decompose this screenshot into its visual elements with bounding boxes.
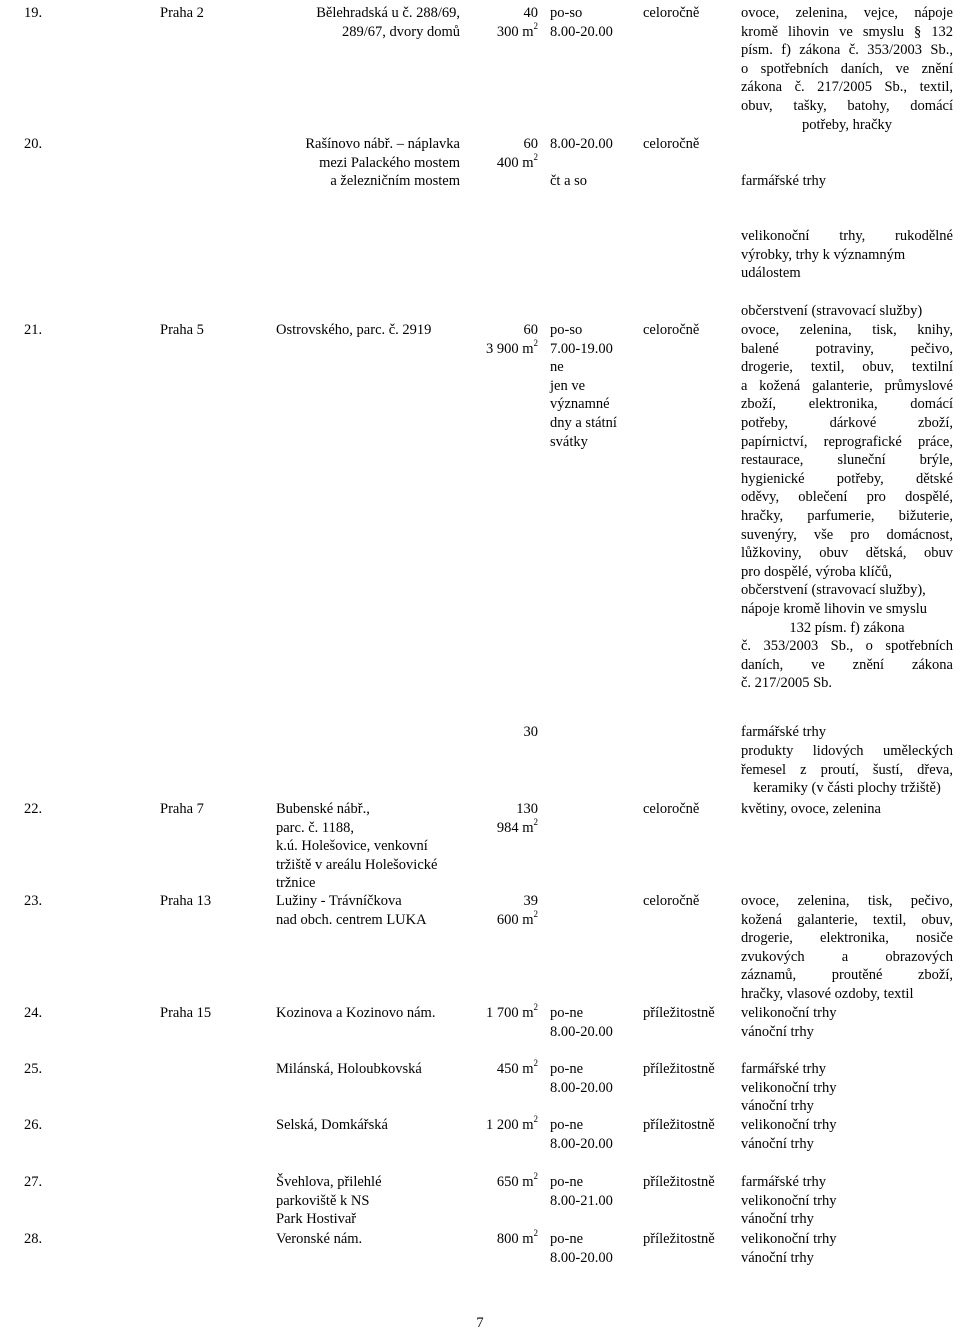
season: příležitostně: [643, 1174, 715, 1190]
days-hours: po-so 7.00-19.00 ne jen ve významné dny a státní svátky: [550, 322, 617, 450]
days-hours: po-ne 8.00-20.00: [550, 1005, 613, 1040]
season: příležitostně: [643, 1005, 715, 1021]
days-hours: po-ne 8.00-21.00: [550, 1174, 613, 1209]
season: celoročně: [643, 5, 700, 21]
goods-events: velikonoční trhy, rukodělné výrobky, trhy k významným událostem: [741, 228, 953, 282]
goods-refreshments: občerstvení (stravovací služby): [741, 303, 923, 319]
goods-list: velikonoční trhy vánoční trhy: [741, 1231, 837, 1266]
goods-farmers: farmářské trhy: [741, 173, 826, 189]
address: Kozinova a Kozinovo nám.: [276, 1005, 436, 1021]
district: Praha 7: [160, 801, 204, 817]
district: Praha 5: [160, 322, 204, 338]
stand-count: 39: [523, 893, 538, 909]
row-number: 24.: [24, 1005, 43, 1021]
district: Praha 2: [160, 5, 204, 21]
season: celoročně: [643, 893, 700, 909]
row-number: 23.: [24, 893, 43, 909]
row-number: 22.: [24, 801, 43, 817]
season: příležitostně: [643, 1061, 715, 1077]
goods-list: velikonoční trhy vánoční trhy: [741, 1005, 837, 1040]
row-number: 21.: [24, 322, 43, 338]
area: 3 900 $m^2$: [485, 338, 538, 357]
season: příležitostně: [643, 1231, 715, 1247]
goods-list: ovoce, zelenina, vejce, nápoje kromě lihovin ve smyslu § 132 písm. f) zákona č. 353/2003 Sb., o spotřebních daních, ve znění zákona č. 217/2005 Sb., textil, obuv, tašky, batohy, domácí potřeby, hračky: [741, 5, 953, 133]
row-number: 27.: [24, 1174, 43, 1190]
season: celoročně: [643, 801, 700, 817]
area: 800 $m^2$: [496, 1228, 538, 1247]
address: Veronské nám.: [276, 1231, 363, 1247]
goods-list: farmářské trhy velikonoční trhy vánoční trhy: [741, 1061, 837, 1115]
area: 1 700 $m^2$: [485, 1002, 538, 1021]
address: Selská, Domkářská: [276, 1117, 388, 1133]
address: Milánská, Holoubkovská: [276, 1061, 422, 1077]
goods-list: farmářské trhy velikonoční trhy vánoční trhy: [741, 1174, 837, 1228]
page-number: 7: [476, 1315, 484, 1331]
area: 984 $m^2$: [496, 817, 538, 836]
goods-list: velikonoční trhy vánoční trhy: [741, 1117, 837, 1152]
row-number: 25.: [24, 1061, 43, 1077]
stand-count: 130: [516, 801, 538, 817]
stand-count: 60: [523, 136, 538, 152]
days-hours: po-ne 8.00-20.00: [550, 1231, 613, 1266]
goods-list: ovoce, zelenina, tisk, pečivo, kožená galanterie, textil, obuv, drogerie, elektronika, nosiče zvukových a obrazových záznamů, proutěné zboží, hračky, vlasové ozdoby, textil: [741, 893, 953, 1002]
district: Praha 15: [160, 1005, 212, 1021]
days: čt a so: [550, 173, 588, 189]
days-hours: po-ne 8.00-20.00: [550, 1117, 613, 1152]
goods-crafts: produkty lidových uměleckých řemesel z proutí, šustí, dřeva, keramiky (v části plochy tržiště): [741, 743, 953, 797]
address: Lužiny - Trávníčkova nad obch. centrem LUKA: [276, 893, 427, 928]
hours: 8.00-20.00: [550, 24, 613, 40]
address: Bubenské nábř., parc. č. 1188, k.ú. Holešovice, venkovní tržiště v areálu Holešovické tržnice: [276, 801, 438, 892]
district: Praha 13: [160, 893, 212, 909]
area: 650 $m^2$: [496, 1171, 538, 1190]
area: 300 $m^2$: [496, 21, 538, 40]
row-number: 19.: [24, 5, 43, 21]
address: Švehlova, přilehlé parkoviště k NS Park Hostivař: [276, 1174, 382, 1228]
area: 600 $m^2$: [496, 909, 538, 928]
address: Ostrovského, parc. č. 2919: [276, 322, 432, 338]
stand-count: 60: [523, 322, 538, 338]
days: po-so: [550, 5, 583, 21]
goods-list: květiny, ovoce, zelenina: [741, 801, 881, 817]
season: celoročně: [643, 322, 700, 338]
season: příležitostně: [643, 1117, 715, 1133]
row-number: 26.: [24, 1117, 43, 1133]
hours: 8.00-20.00: [550, 136, 613, 152]
days-hours: po-ne 8.00-20.00: [550, 1061, 613, 1096]
address: Bělehradská u č. 288/69, 289/67, dvory domů: [316, 5, 460, 40]
area: 400 $m^2$: [496, 152, 538, 171]
address: Rašínovo nábř. – náplavka mezi Palackého mostem a železničním mostem: [305, 136, 460, 190]
area: 1 200 $m^2$: [485, 1114, 538, 1133]
season: celoročně: [643, 136, 700, 152]
stand-count: 30: [523, 724, 538, 740]
goods-farmers: farmářské trhy: [741, 724, 826, 740]
row-number: 28.: [24, 1231, 43, 1247]
stand-count: 40: [523, 5, 538, 21]
area: 450 $m^2$: [496, 1058, 538, 1077]
row-number: 20.: [24, 136, 43, 152]
goods-list: ovoce, zelenina, tisk, knihy, balené potraviny, pečivo, drogerie, textil, obuv, textilní a kožená galanterie, průmyslové zboží, elektronika, domácí potřeby, dárkové zboží, papírnictví, reprografické práce, restaurace, sluneční brýle, hygienické potřeby, dětské oděvy, oblečení pro dospělé, hračky, parfumerie, bižuterie, suvenýry, vše pro domácnost, lůžkoviny, obuv dětská, obuv pro dospělé, výroba klíčů, občerstvení (stravovací služby), nápoje kromě lihovin ve smyslu 132 písm. f) zákona č. 353/2003 Sb., o spotřebních daních, ve znění zákona č. 217/2005 Sb.: [741, 322, 953, 692]
